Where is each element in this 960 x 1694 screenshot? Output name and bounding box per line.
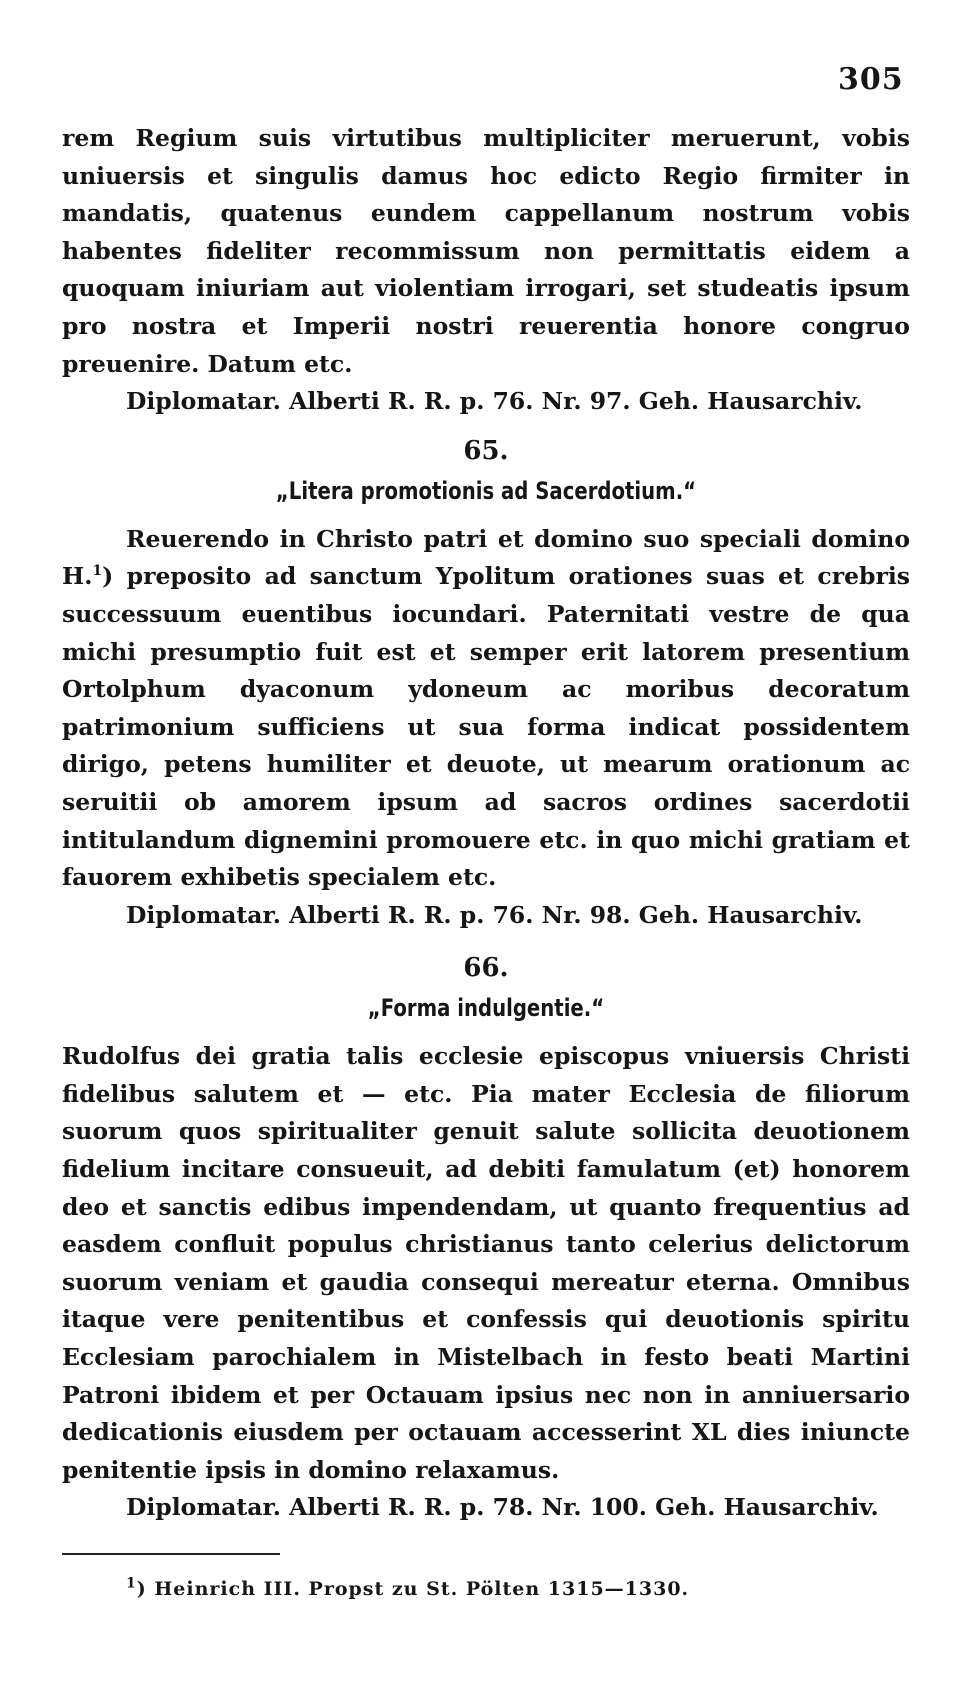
footnote-text: ) Heinrich III. Propst zu St. Pölten 1315—1330. [136, 1578, 690, 1600]
paragraph-continued: rem Regium suis virtutibus multipliciter meruerunt, vobis uniuersis et singulis damus hoc edicto Regio firmiter in mandatis, quatenus eundem cappellanum nostrum vobis habentes fideliter recommissum non permittatis eidem a quoquam iniuriam aut violentiam irrogari, set studeatis ipsum pro nostra et Imperii nostri reuerentia honore congruo preuenire. Datum etc. [62, 124, 910, 378]
footnote-divider [62, 1553, 280, 1555]
section-title-66: „Forma indulgentie.“ [367, 994, 605, 1023]
section-text-65-start: Reuerendo in Christo patri et domino suo speciali domino H. [62, 524, 910, 591]
source-citation-64: Diplomatar. Alberti R. R. p. 76. Nr. 97. Geh. Hausarchiv. [126, 387, 863, 416]
source-citation-65: Diplomatar. Alberti R. R. p. 76. Nr. 98. Geh. Hausarchiv. [126, 900, 863, 929]
footnote-reference: 1 [92, 563, 103, 580]
page-body [62, 120, 910, 1603]
section-text-65 [62, 521, 910, 897]
section-number-65: 65. [463, 435, 509, 466]
page-number: 305 [838, 62, 904, 97]
section-number-66: 66. [463, 953, 509, 984]
footnote-marker: 1 [126, 1575, 137, 1592]
footnote [62, 1575, 910, 1603]
section-text-65-rest: ) preposito ad sanctum Ypolitum orationes suas et crebris successuum euentibus iocundari. Paternitati vestre de qua michi presumptio fuit est et semper erit latorem presentium Ortolphum dyaconum ydoneum ac moribus decoratum patrimonium sufficiens ut sua forma indicat possidentem dirigo, petens humiliter et deuote, ut mearum orationum ac seruitii ob amorem ipsum ad sacros ordines sacerdotii intitulandum dignemini promouere etc. in quo michi gratiam et fauorem exhibetis specialem etc. [62, 562, 910, 892]
section-text-66: Rudolfus dei gratia talis ecclesie episcopus vniuersis Christi fidelibus salutem et — etc. Pia mater Ecclesia de filiorum suorum quos spiritualiter genuit salute sollicita deuotionem fidelium incitare consueuit, ad debiti famulatum (et) honorem deo et sanctis edibus impendendam, ut quanto frequentius ad easdem confluit populus christianus tanto celerius delictorum suorum veniam et gaudia consequi mereatur eterna. Omnibus itaque vere penitentibus et confessis qui deuotionis spiritu Ecclesiam parochialem in Mistelbach in festo beati Martini Patroni ibidem et per Octauam ipsius nec non in anniuersario dedicationis eiusdem per octauam accesserint XL dies iniuncte penitentie ipsis in domino relaxamus. [62, 1042, 910, 1484]
source-citation-66: Diplomatar. Alberti R. R. p. 78. Nr. 100. Geh. Hausarchiv. [126, 1493, 879, 1522]
section-title-65: „Litera promotionis ad Sacerdotium.“ [275, 476, 697, 505]
